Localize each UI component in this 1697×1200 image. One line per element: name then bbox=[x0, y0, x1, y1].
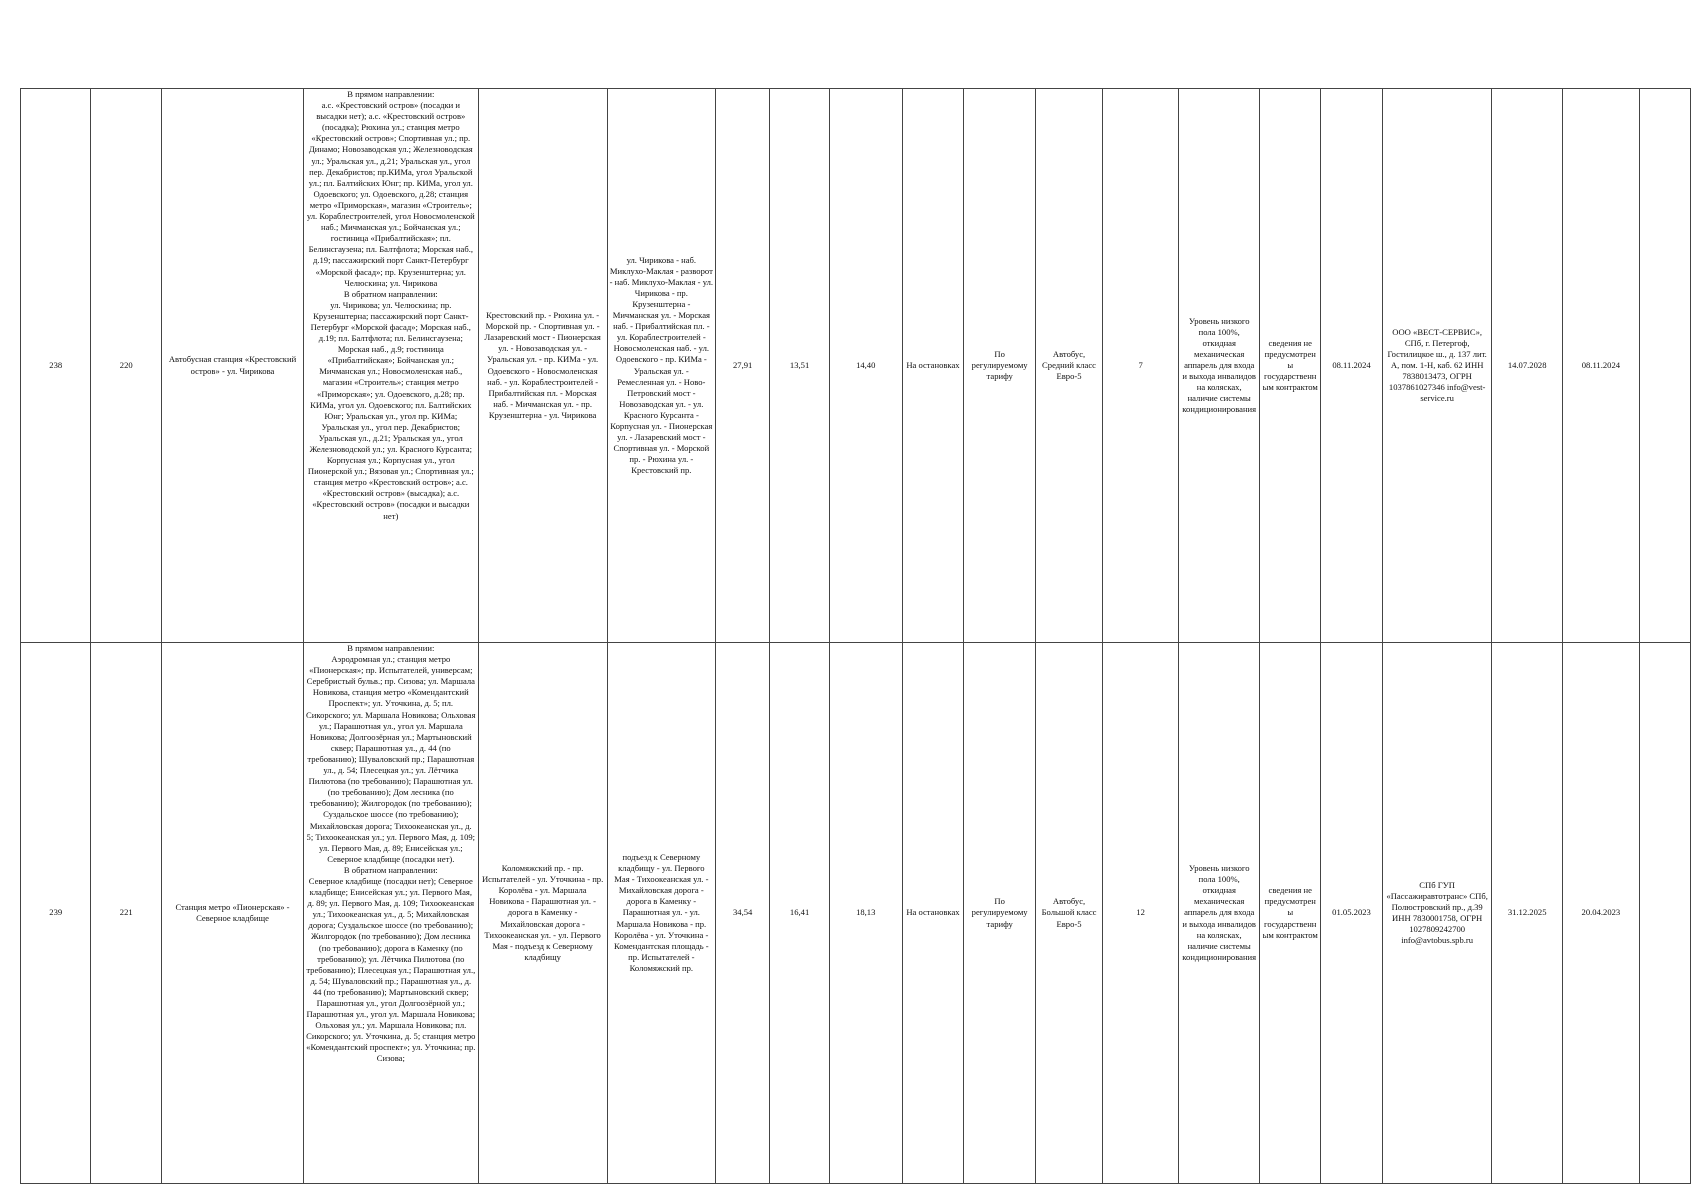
routes-table bbox=[20, 88, 1691, 1184]
tariff-cell: По регулируемому тарифу bbox=[964, 89, 1036, 643]
reg-number-cell: 239 bbox=[21, 643, 91, 1184]
reg-number-cell: 238 bbox=[21, 89, 91, 643]
note-cell bbox=[1639, 643, 1690, 1184]
note-cell bbox=[1639, 89, 1690, 643]
vehicle-count-cell: 7 bbox=[1103, 89, 1179, 643]
table-row bbox=[21, 643, 1691, 1184]
contract-date-cell: 08.11.2024 bbox=[1562, 89, 1639, 643]
route-number-cell: 220 bbox=[91, 89, 161, 643]
length-backward-cell: 14,40 bbox=[829, 89, 902, 643]
streets-forward-cell: Крестовский пр. - Рюхина ул. - Морской пр. - Спортивная ул. - Лазаревский мост - Пионерская ул. - Новозаводская ул. - Уральская ул. - пр. КИМа - ул. Одоевского - Новосмоленская наб. - ул. Кораблестроителей - Прибалтийская пл. - Морская наб. - Мичманская ул. - пр. Крузенштерна - ул. Чирикова bbox=[478, 89, 607, 643]
contract-date-cell: 20.04.2023 bbox=[1562, 643, 1639, 1184]
length-backward-cell: 18,13 bbox=[829, 643, 902, 1184]
table-row bbox=[21, 89, 1691, 643]
streets-forward-cell: Коломяжский пр. - пр. Испытателей - ул. Уточкина - пр. Королёва - ул. Маршала Новикова - Парашютная ул. - дорога в Каменку - Михайловская дорога - Тихоокеанская ул. - ул. Первого Мая - подъезд к Северному кладбищу bbox=[478, 643, 607, 1184]
vehicle-cell: Автобус, Средний класс Евро-5 bbox=[1035, 89, 1102, 643]
streets-backward-cell: ул. Чирикова - наб. Миклухо-Маклая - разворот - наб. Миклухо-Маклая - ул. Чирикова - пр. Крузенштерна - Мичманская ул. - Морская наб. - Прибалтийская пл. - ул. Кораблестроителей - Новосмоленская наб. - ул. Одоевского - пр. КИМа - Уральская ул. - Ремесленная ул. - Ново-Петровский мост - Новозаводская ул. - ул. Красного Курсанта - Корпусная ул. - Пионерская ул. - Лазаревский мост - Спортивная ул. - Морской пр. - Рюхина ул. - Крестовский пр. bbox=[607, 89, 715, 643]
carrier-cell: ООО «ВЕСТ-СЕРВИС», СПб, г. Петергоф, Гостилицкое ш., д. 137 лит. А, пом. 1-Н, каб. 62 ИНН 7838013473, ОГРН 1037861027346 info@vest-service.ru bbox=[1382, 89, 1492, 643]
stops-text: В прямом направлении: Аэродромная ул.; станция метро «Пионерская»; пр. Испытателей, универсам; Серебристый бульв.; пр. Сизова; ул. Маршала Новикова, станция метро «Комендантский Проспект»; ул. Уточкина, д. 5; пл. Сикорского; ул. Маршала Новикова; Ольховая ул.; Парашютная ул., угол ул. Маршала Новикова; Долгоозёрная ул.; Мартыновский сквер; Парашютная ул., д. 44 (по требованию); Шуваловский пр.; Парашютная ул., д. 54; Плесецкая ул.; ул. Лётчика Пилютова (по требованию); Парашютная ул. (по требованию); Дом лесника (по требованию); Жилгородок (по требованию); Суздальское шоссе (по требованию); Михайловская дорога; Тихоокеанская ул., д. 5; Тихоокеанская ул.; ул. Первого Мая, д. 109; ул. Первого Мая, д. 89; Енисейская ул.; Северное кладбище (посадки нет). В обратном направлении: Северное кладбище (посадки нет); Северное кладбище; Енисейская ул.; ул. Первого Мая, д. 89; ул. Первого Мая, д. 109; Тихоокеанская ул.; Тихоокеанская ул., д. 5; Михайловская дорога; Суздальское шоссе (по требованию); Жилгородок (по требованию); Дом лесника (по требованию); дорога в Каменку (по требованию); ул. Лётчика Пилютова (по требованию); Плесецкая ул.; Парашютная ул., д. 54; Шуваловский пр.; Парашютная ул., д. 44 (по требованию); Мартыновский сквер; Парашютная ул., угол Долгоозёрной ул.; Парашютная ул., угол ул. Маршала Новикова; Ольховая ул.; ул. Маршала Новикова; пл. Сикорского; ул. Уточкина, д. 5; станция метро «Комендантский проспект»; ул. Уточкина; пр. Сизова; bbox=[306, 643, 476, 1064]
vehicle-count-cell: 12 bbox=[1103, 643, 1179, 1184]
route-name-cell: Станция метро «Пионерская» - Северное кладбище bbox=[161, 643, 303, 1184]
contract-end-cell: 31.12.2025 bbox=[1492, 643, 1562, 1184]
streets-backward-cell: подъезд к Северному кладбищу - ул. Первого Мая - Тихоокеанская ул. - Михайловская дорога - дорога в Каменку - Парашютная ул. - ул. Маршала Новикова - пр. Королёва - ул. Уточкина - Комендантская площадь - пр. Испытателей - Коломяжский пр. bbox=[607, 643, 715, 1184]
contract-end-cell: 14.07.2028 bbox=[1492, 89, 1562, 643]
stop-order-cell: На остановках bbox=[902, 89, 964, 643]
characteristics-cell: Уровень низкого пола 100%, откидная механическая аппарель для входа и выхода инвалидов на колясках, наличие системы кондиционирования bbox=[1179, 89, 1260, 643]
route-number-cell: 221 bbox=[91, 643, 161, 1184]
stops-cell bbox=[304, 643, 479, 1184]
vehicle-cell: Автобус, Большой класс Евро-5 bbox=[1035, 643, 1102, 1184]
length-total-cell: 27,91 bbox=[716, 89, 770, 643]
contract-info-cell: сведения не предусмотрены государственным контрактом bbox=[1260, 643, 1321, 1184]
tariff-cell: По регулируемому тарифу bbox=[964, 643, 1036, 1184]
route-name-cell: Автобусная станция «Крестовский остров» - ул. Чирикова bbox=[161, 89, 303, 643]
length-total-cell: 34,54 bbox=[716, 643, 770, 1184]
stops-cell bbox=[304, 89, 479, 643]
length-forward-cell: 16,41 bbox=[770, 643, 830, 1184]
start-date-cell: 08.11.2024 bbox=[1321, 89, 1383, 643]
characteristics-cell: Уровень низкого пола 100%, откидная механическая аппарель для входа и выхода инвалидов на колясках, наличие системы кондиционирования bbox=[1179, 643, 1260, 1184]
carrier-cell: СПб ГУП «Пассажиравтотранс» СПб, Полюстровский пр., д.39 ИНН 7830001758, ОГРН 1027809242700 info@avtobus.spb.ru bbox=[1382, 643, 1492, 1184]
stop-order-cell: На остановках bbox=[902, 643, 964, 1184]
length-forward-cell: 13,51 bbox=[770, 89, 830, 643]
stops-text: В прямом направлении: а.с. «Крестовский остров» (посадки и высадки нет); а.с. «Крестовский остров» (посадка); Рюхина ул.; станция метро «Крестовский остров»; Спортивная ул.; пр. Динамо; Новозаводская ул.; Железноводская ул.; Уральская ул., д.21; Уральская ул., угол пер. Декабристов; пр.КИМа, угол Уральской ул.; пл. Балтийских Юнг; пр. КИМа, угол ул. Одоевского; ул. Одоевского, д.28; станция метро «Приморская», магазин «Строитель»; ул. Кораблестроителей, угол Новосмоленской наб.; Мичманская ул.; Бойчанская ул.; гостиница «Прибалтийская»; пл. Белинсгаузена; пл. Балтфлота; Морская наб., д.19; пассажирский порт Санкт-Петербург «Морской фасад»; пр. Крузенштерна; ул. Челюскина; ул. Чирикова В обратном направлении: ул. Чирикова; ул. Челюскина; пр. Крузенштерна; пассажирский порт Санкт-Петербург «Морской фасад»; Морская наб., д.19; пл. Балтфлота; пл. Белинсгаузена; Морская наб., д.9; гостиница «Прибалтийская»; Бойчанская ул.; Мичманская ул.; Новосмоленская наб., магазин «Строитель»; станция метро «Приморская»; ул. Одоевского, д.28; пр. КИМа, угол ул. Одоевского; пл. Балтийских Юнг; Уральская ул., угол пр. КИМа; Уральская ул., угол пер. Декабристов; Уральская ул., д.21; Уральская ул., угол Железноводской ул.; ул. Красного Курсанта; Корпусная ул.; Корпусная ул., угол Пионерской ул.; Вязовая ул.; Спортивная ул.; станция метро «Крестовский остров»; а.с. «Крестовский остров» (высадка); а.с. «Крестовский остров» (посадки и высадки нет) bbox=[306, 89, 475, 521]
start-date-cell: 01.05.2023 bbox=[1321, 643, 1383, 1184]
contract-info-cell: сведения не предусмотрены государственным контрактом bbox=[1260, 89, 1321, 643]
